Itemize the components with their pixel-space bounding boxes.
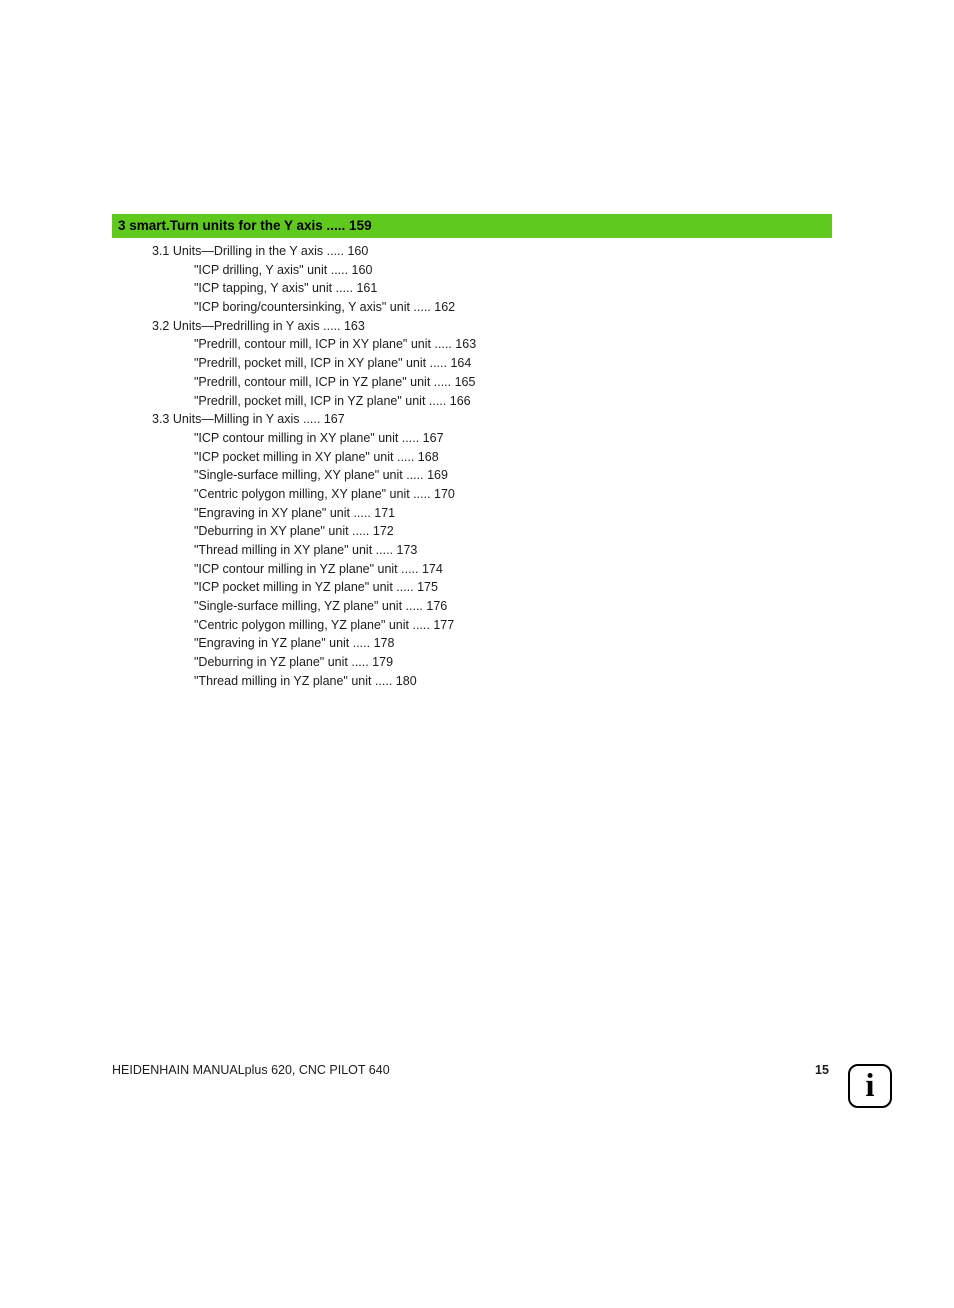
toc-entry[interactable]: "Single-surface milling, XY plane" unit ..... 169 [194, 468, 448, 483]
toc-entry[interactable]: "ICP boring/countersinking, Y axis" unit ..... 162 [194, 300, 456, 315]
toc-entry[interactable]: "Single-surface milling, YZ plane" unit ..... 176 [194, 599, 448, 614]
toc-entry[interactable]: "ICP pocket milling in YZ plane" unit ..... 175 [194, 580, 438, 595]
toc-entry[interactable]: "Thread milling in YZ plane" unit ..... 180 [194, 673, 417, 688]
toc-entry[interactable]: "Predrill, contour mill, ICP in YZ plane" unit ..... 165 [194, 374, 476, 389]
toc-entry[interactable]: 3.2 Units—Predrilling in Y axis ..... 163 [152, 318, 365, 333]
toc-entry[interactable]: "ICP contour milling in YZ plane" unit ..... 174 [194, 561, 443, 576]
toc-entry[interactable]: "Predrill, contour mill, ICP in XY plane" unit ..... 163 [194, 337, 477, 352]
footer-manual-title: HEIDENHAIN MANUALplus 620, CNC PILOT 640 [112, 1063, 390, 1077]
toc-entry[interactable]: "ICP drilling, Y axis" unit ..... 160 [194, 262, 373, 277]
toc-entry[interactable]: "ICP tapping, Y axis" unit ..... 161 [194, 281, 378, 296]
toc-entry[interactable]: "Deburring in XY plane" unit ..... 172 [194, 524, 394, 539]
toc-entry[interactable]: "ICP pocket milling in XY plane" unit ..... 168 [194, 449, 439, 464]
info-icon-glyph: i [865, 1068, 875, 1104]
toc-chapter-heading[interactable]: 3 smart.Turn units for the Y axis ..... 159 [112, 214, 832, 238]
toc-entry[interactable]: 3.1 Units—Drilling in the Y axis ..... 160 [152, 244, 369, 258]
toc-entry[interactable]: "Thread milling in XY plane" unit ..... 173 [194, 543, 418, 557]
toc-entries [152, 242, 832, 691]
toc-entry[interactable]: "ICP contour milling in XY plane" unit ..... 167 [194, 430, 444, 445]
info-icon [848, 1064, 892, 1108]
toc-entry[interactable]: "Engraving in YZ plane" unit ..... 178 [194, 636, 395, 651]
toc-entry[interactable]: "Centric polygon milling, XY plane" unit ..... 170 [194, 486, 455, 501]
toc-entry[interactable]: "Predrill, pocket mill, ICP in YZ plane" unit ..... 166 [194, 393, 471, 408]
toc-entry[interactable]: "Engraving in XY plane" unit ..... 171 [194, 505, 396, 520]
toc-entry[interactable]: "Predrill, pocket mill, ICP in XY plane" unit ..... 164 [194, 356, 472, 371]
toc-entry[interactable]: "Deburring in YZ plane" unit ..... 179 [194, 655, 394, 670]
toc-entry[interactable]: "Centric polygon milling, YZ plane" unit ..... 177 [194, 617, 455, 632]
toc-entry[interactable]: 3.3 Units—Milling in Y axis ..... 167 [152, 412, 345, 427]
footer-page-number: 15 [815, 1063, 829, 1077]
